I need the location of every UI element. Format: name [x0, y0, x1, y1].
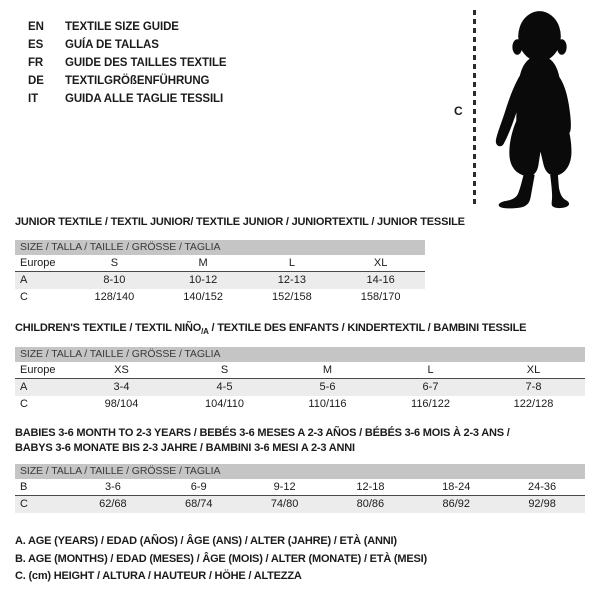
toddler-silhouette-icon [494, 5, 586, 211]
size-cell: 8-10 [103, 274, 126, 286]
size-cell: 6-7 [422, 381, 439, 393]
row-label: A [20, 381, 28, 393]
row-label: C [20, 398, 28, 410]
language-row [28, 72, 227, 90]
size-cell: 74/80 [270, 498, 299, 510]
size-cell: 80/86 [356, 498, 385, 510]
size-cell: 9-12 [273, 481, 296, 493]
language-title: GUÍA DE TALLAS [65, 39, 159, 51]
children-heading-pre: CHILDREN'S TEXTILE / TEXTIL NIÑO [15, 322, 202, 334]
row-label: C [20, 498, 28, 510]
table-size-header: SIZE / TALLA / TAILLE / GRÖSSE / TAGLIA [15, 464, 585, 479]
language-row [28, 90, 227, 108]
language-list [28, 18, 227, 108]
language-row [28, 54, 227, 72]
junior-size-table [15, 240, 425, 306]
size-cell: 68/74 [184, 498, 213, 510]
size-cell: 14-16 [366, 274, 395, 286]
size-cell: 110/116 [308, 398, 347, 410]
size-cell: XL [526, 364, 541, 376]
table-row [15, 496, 585, 513]
table-row [15, 255, 425, 272]
size-cell: 158/170 [360, 291, 401, 303]
language-code: ES [28, 39, 44, 51]
size-cell: XS [114, 364, 129, 376]
size-cell: 152/158 [271, 291, 312, 303]
junior-section-heading: JUNIOR TEXTILE / TEXTIL JUNIOR/ TEXTILE JUNIOR / JUNIORTEXTIL / JUNIOR TESSILE [15, 216, 465, 228]
language-title: TEXTILE SIZE GUIDE [65, 21, 179, 33]
table-row [15, 362, 585, 379]
babies-heading-line1: BABIES 3-6 MONTH TO 2-3 YEARS / BEBÉS 3-6 MESES A 2-3 AÑOS / BÉBÉS 3-6 MOIS À 2-3 ANS / [15, 427, 510, 439]
row-label: Europe [20, 364, 56, 376]
language-code: DE [28, 75, 44, 87]
size-cell: 122/128 [513, 398, 554, 410]
language-title: TEXTILGRÖßENFÜHRUNG [65, 75, 210, 87]
footnote-line: C. (cm) HEIGHT / ALTURA / HAUTEUR / HÖHE / ALTEZZA [15, 570, 302, 582]
size-cell: 98/104 [104, 398, 139, 410]
language-title: GUIDE DES TAILLES TEXTILE [65, 57, 227, 69]
size-cell: 92/98 [528, 498, 556, 510]
size-cell: 116/122 [411, 398, 450, 410]
size-cell: 18-24 [442, 481, 471, 493]
table-size-header: SIZE / TALLA / TAILLE / GRÖSSE / TAGLIA [15, 240, 425, 255]
size-cell: 86/92 [442, 498, 470, 510]
height-dashed-line [473, 10, 476, 206]
size-cell: 24-36 [528, 481, 557, 493]
size-cell: 6-9 [190, 481, 207, 493]
babies-size-table [15, 464, 585, 513]
language-code: FR [28, 57, 44, 69]
row-label: A [20, 274, 28, 286]
children-heading-sub: /A [201, 327, 209, 337]
size-cell: L [288, 257, 295, 269]
babies-heading-line2: BABYS 3-6 MONATE BIS 2-3 JAHRE / BAMBINI 3-6 MESI A 2-3 ANNI [15, 442, 355, 454]
table-row [15, 272, 425, 289]
language-row [28, 18, 227, 36]
table-row [15, 396, 585, 413]
size-cell: L [427, 364, 434, 376]
size-cell: 62/68 [99, 498, 127, 510]
size-cell: 12-18 [356, 481, 385, 493]
size-cell: 4-5 [216, 381, 233, 393]
size-cell: 10-12 [189, 274, 218, 286]
row-label: C [20, 291, 28, 303]
footnote-line: A. AGE (YEARS) / EDAD (AÑOS) / ÂGE (ANS) / ALTER (JAHRE) / ETÀ (ANNI) [15, 535, 397, 547]
size-cell: 5-6 [319, 381, 336, 393]
size-cell: 7-8 [525, 381, 542, 393]
table-size-header: SIZE / TALLA / TAILLE / GRÖSSE / TAGLIA [15, 347, 585, 362]
footnote-line: B. AGE (MONTHS) / EDAD (MESES) / ÂGE (MOIS) / ALTER (MONATE) / ETÀ (MESI) [15, 552, 427, 565]
size-cell: S [110, 257, 119, 269]
table-row [15, 289, 425, 306]
size-cell: 3-4 [113, 381, 130, 393]
language-row [28, 36, 227, 54]
language-code: EN [28, 21, 44, 33]
language-title: GUIDA ALLE TAGLIE TESSILI [65, 93, 224, 105]
language-code: IT [28, 93, 39, 105]
height-c-label: C [454, 104, 463, 118]
size-cell: M [322, 364, 333, 376]
table-row [15, 379, 585, 396]
size-cell: M [198, 257, 208, 269]
size-cell: 104/110 [205, 398, 244, 410]
size-cell: 128/140 [94, 291, 135, 303]
size-cell: 140/152 [183, 291, 223, 303]
table-row [15, 479, 585, 496]
row-label: B [20, 481, 28, 493]
children-section-heading [15, 321, 526, 339]
row-label: Europe [20, 257, 56, 269]
size-cell: 12-13 [277, 274, 306, 286]
children-size-table [15, 347, 585, 413]
size-cell: XL [373, 257, 388, 269]
children-heading-post: / TEXTILE DES ENFANTS / KINDERTEXTIL / BAMBINI TESSILE [208, 322, 527, 334]
size-cell: S [220, 364, 229, 376]
babies-section-heading [15, 426, 510, 456]
size-cell: 3-6 [104, 481, 121, 493]
footnotes [15, 533, 427, 586]
